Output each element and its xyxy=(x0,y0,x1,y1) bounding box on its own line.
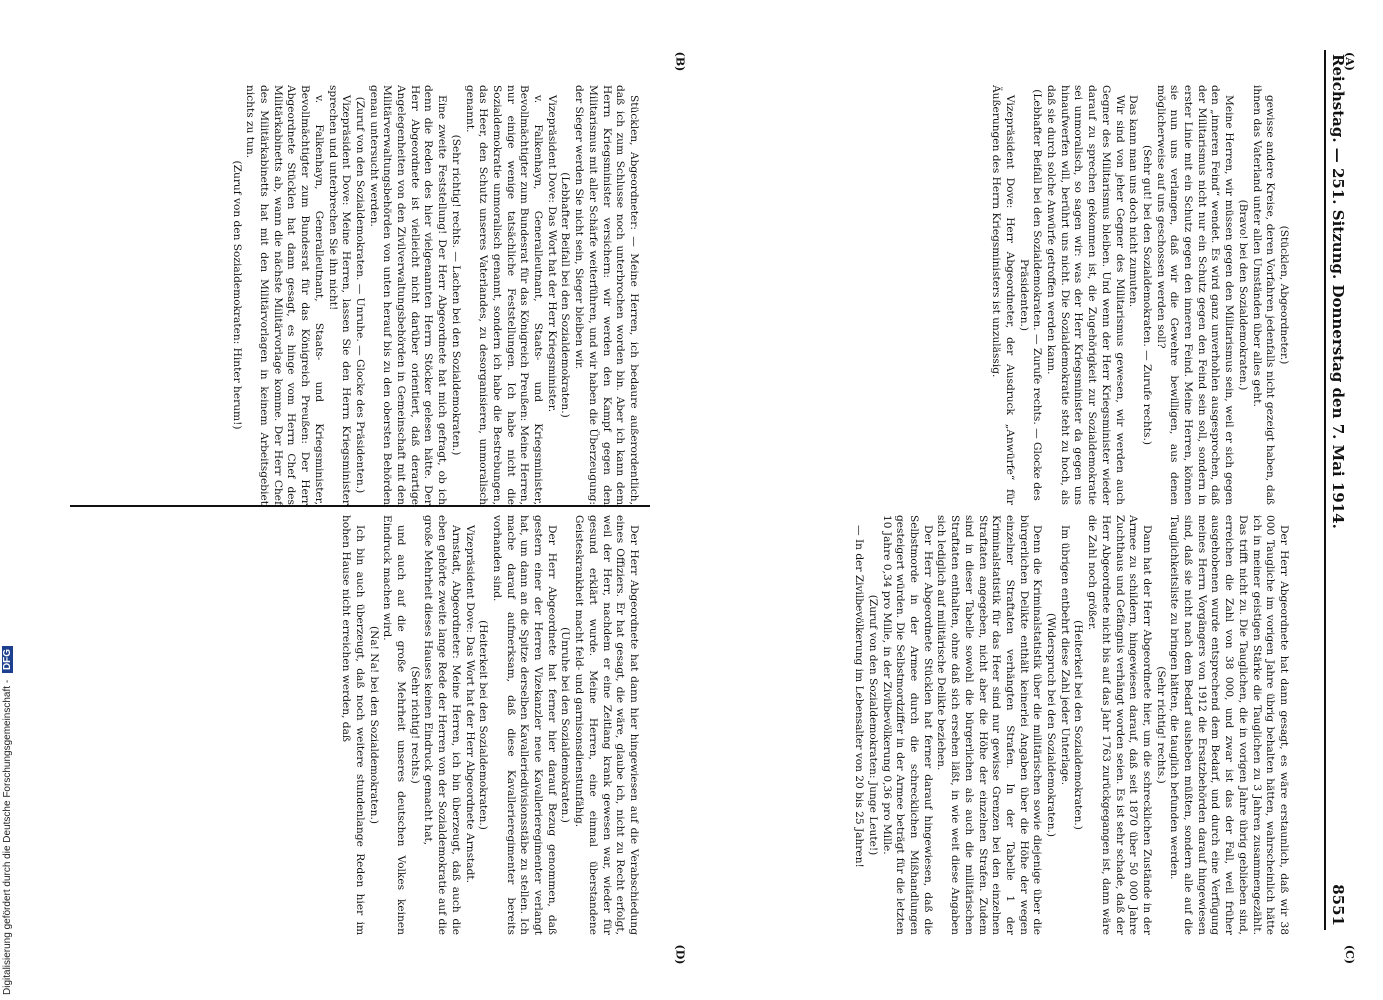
paragraph: (Sehr richtig! rechts.) xyxy=(1154,666,1167,784)
paragraph: Vizepräsident Dove: Herr Abgeordneter, der Ausdruck „Anwürfe“ für Äußerungen des Herrn Kriegsministers ist unzulässig. xyxy=(990,85,1016,505)
paragraph: (Zuruf von den Sozialdemokraten: Hinter herum!) xyxy=(230,160,243,430)
paragraph: Vizepräsident Dove: Das Wort hat der Herr Abgeordnete Arnstadt. xyxy=(463,525,476,883)
paragraph: Der Herr Abgeordnete Stücklen hat ferner darauf hingewiesen, daß die Selbstmorde in der Armee durch die schrecklichen Mißhandlungen gesteigert würden. Die Selbstmordziffer in der Armee beträgt für die letzten 10 Jahre 0,34 pro Mille, in der Zivilbevölkerung 0,36 pro Mille. xyxy=(880,515,934,935)
page-header xyxy=(1324,50,1350,930)
paragraph: v. Falkenhayn, Generalleutnant, Staats- und Kriegsminister, Bevollmächtigter zum Bundesrat für das Königreich Preußen: Der Herr Abgeordnete Stücklen hat dann gesagt, es hinge vom Herrn Chef des Militärkabinetts ab, wann die nächste Militärvorlage komme. Der Herr Chef des Militärkabinetts hat mit den Militärvorlagen in keinem Arbeitsgebiet nichts zu tun. xyxy=(244,85,325,505)
paragraph: Wir sind von jeher Gegner des Militarismus gewesen, wir werden auch Gegner des Militarismus bleiben. Und wenn der Herr Kriegsminister wieder darauf zu sprechen gekommen ist, die Zugehörigkeit zur Sozialdemokratie sei unmoralisch, so sagen wir: was der Herr Kriegsminister da gegen uns hinaufwerfen will, berührt uns nicht. Die Sozialdemokratie steht zu hoch, als daß sie durch solche Anwürfe getroffen werden kann. xyxy=(1045,85,1126,505)
paragraph: (Zuruf von den Sozialdemokraten. — Unruhe. — Glocke des Präsidenten.) xyxy=(353,96,366,494)
paragraph: (Sehr richtig! rechts.) xyxy=(408,666,421,784)
paragraph: (Sehr richtig! rechts. — Lachen bei den Sozialdemokraten.) xyxy=(449,134,462,456)
running-head: Reichstag. — 251. Sitzung. Donnerstag den 7. Mai 1914. xyxy=(1329,54,1347,529)
paragraph: und auch auf die große Mehrheit unseres deutschen Volkes keinen Eindruck machen wird. xyxy=(381,515,408,935)
credit-text: Digitalisierung gefördert durch die Deutsche Forschungsgemeinschaft - xyxy=(2,679,13,995)
column-right-top xyxy=(852,515,1291,935)
paragraph: Vizepräsident Dove: Meine Herren, lassen Sie den Herrn Kriegsminister sprechen und unterbrechen Sie ihn nicht! xyxy=(326,85,353,505)
paragraph: (Widerspruch bei den Sozialdemokraten.) xyxy=(1045,612,1058,838)
paragraph: Stücklen, Abgeordneter: — Meine Herren, ich bedaure außerordentlich, daß ich zum Schlusse noch unterbrochen worden bin. Aber ich kann dem Herrn Kriegsminister versichern: wir werden den Kampf gegen den Militarismus mit aller Schärfe weiterführen, und wir haben die Überzeugung: der Sieger werden Sie nicht sein, Sieger bleiben wir. xyxy=(573,85,640,505)
paragraph: — In der Zivilbevölkerung im Lebensalter von 20 bis 25 Jahren! xyxy=(853,525,866,868)
paragraph: Denn die Kriminalstatistik über die militärischen sowie diejenige über die bürgerlichen Delikte enthält keinerlei Angaben über die Höhe der wegen einzelner Straftaten verhängten Strafen. In der Tabelle 1 der Kriminalstatistik für das Heer sind nur gewisse Grenzen bei den einzelnen Straftaten angegeben, nicht aber die Höhe der einzelnen Strafen. Zudem sind in dieser Tabelle sowohl die bürgerlichen als auch die militärischen Straftaten enthalten, ohne daß sich ersehen läßt, in wie weit diese Angaben sich lediglich auf militärische Delikte beziehen. xyxy=(935,515,1044,935)
column-left-top xyxy=(989,85,1290,505)
column-divider xyxy=(70,505,650,507)
column-right-bottom xyxy=(339,515,640,935)
margin-marker-b: (B) xyxy=(673,51,687,72)
paragraph: Der Herr Abgeordnete hat ferner hier darauf Bezug genommen, daß gestern einer der Herren Vizekanzler neue Kavallerieregimenter verlangt hat, um dann an die Spitze derselben Kavalleriedivisionsstäbe zu stellen. Ich mache darauf aufmerksam, daß diese Kavallerieregimenter bereits vorhanden sind. xyxy=(490,515,558,935)
paragraph: Der Herr Abgeordnete hat dann hier hingewiesen auf die Verabschiedung eines Offiziers. Er hat gesagt, die wäre, glaube ich, nicht zu Recht erfolgt, weil der Herr, nachdem er eine Zeitlang krank gewesen war, wieder für gesund erklärt wurde. Meine Herren, eine einmal überstandene Geisteskrankheit macht feld- und garnisonsdienstunfähig. xyxy=(573,515,640,935)
margin-marker-d: (D) xyxy=(673,944,687,965)
paragraph: Eine zweite Feststellung! Der Herr Abgeordnete hat mich gefragt, ob ich denn die Reden des hier vielgenannten Herrn Stöcker gelesen hätte. Der Herr Abgeordnete ist vielleicht nicht darüber orientiert, daß derartige Angelegenheiten von den Zivilverwaltungsbehörden in Gemeinschaft mit den Militärverwaltungsbehörden von unten herauf bis zu den obersten Behörden genau untersucht werden. xyxy=(367,85,449,505)
paragraph: (Heiterkeit bei den Sozialdemokraten.) xyxy=(1072,620,1085,830)
paragraph: (Sehr gut! bei den Sozialdemokraten. — Zurufe rechts.) xyxy=(1140,145,1153,445)
paragraph: v. Falkenhayn, Generalleutnant, Staats- und Kriegsminister, Bevollmächtigter zum Bundesrat für das Königreich Preußen: Meine Herren, nur einige wenige tatsächliche Feststellungen. Ich habe nicht die Sozialdemokratie unmoralisch genannt, sondern ich habe die Bestrebungen, das Heer, den Schutz unseres Vaterlandes, zu desorganisieren, unmoralisch genannt. xyxy=(463,85,545,505)
paragraph: (Lebhafter Beifall bei den Sozialdemokraten.) xyxy=(559,172,572,418)
paragraph: Das kann man uns doch nicht zumuten. xyxy=(1127,95,1140,308)
paragraph: Meine Herren, wir müssen gegen den Militarismus sein, weil er sich gegen den „inneren Feind“ wendet. Es wird ganz unverhohlen ausgesprochen, daß der Militarismus nicht nur ein Schutz gegen den Feind sein soll, sondern in erster Linie mit ein Schutz gegen den inneren Feind. Meine Herren, können sie nun uns verlangen, daß wir die Gewehre bewilligen, aus denen möglicherweise auf uns geschossen werden soll? xyxy=(1154,85,1236,505)
margin-marker-a: (A) xyxy=(1342,52,1356,71)
paragraph: (Bravo! bei den Sozialdemokraten.) xyxy=(1236,199,1249,391)
paragraph: (Lebhafter Beifall bei den Sozialdemokraten. — Zurufe rechts. — Glocke des Präsidenten.) xyxy=(1017,89,1044,501)
paragraph: (Na! Na! bei den Sozialdemokraten.) xyxy=(367,625,380,825)
paragraph: gewisse andere Kreise, deren Vorfahren jedenfalls nicht gezeigt haben, daß ihnen das Vaterland unter allen Umständen über alles geht. xyxy=(1250,85,1277,505)
paragraph: Vizepräsident Dove: Das Wort hat der Herr Kriegsminister. xyxy=(545,95,558,413)
paragraph: Im übrigen entbehrt diese Zahl jeder Unterlage. xyxy=(1058,525,1071,786)
paragraph: (Zuruf von den Sozialdemokraten: Junge Leute!) xyxy=(866,594,879,856)
dfg-logo: DFG xyxy=(2,646,13,673)
column-left-bottom xyxy=(229,85,640,505)
paragraph: Arnstadt, Abgeordneter: Meine Herren, ich bin überzeugt, daß auch die eben gehörte zweite lange Rede der Herren von der Sozialdemokratie auf die große Mehrheit dieses Hauses keinen Eindruck gemacht hat, xyxy=(422,515,462,935)
digitization-credit xyxy=(2,646,13,995)
paragraph: (Stücklen, Abgeordneter.) xyxy=(1278,225,1290,365)
paragraph: Der Herr Abgeordnete hat dann gesagt, es wäre erstaunlich, daß wir 38 000 Taugliche im vorigen Jahre übrig behalten hätten, wahrscheinlich hätte ich in meiner geistigen Stärke die Tauglichen zu 3 Jahren zusammengezählt. Das trifft nicht zu. Die Tauglichen, die in vorigen Jahre übrig geblieben sind, erreichen die Zahl von 38 000, und zwar ist das der Fall, weil früher ausgehobenen wurde entsprechend dem Bedarf, und durch eine Verfügung meines Herrn Vorgängers von 1912 die Ersatzbehörden darauf hingewiesen sind, daß sie nicht nach dem Bedarf ausheben müßten, sondern alle auf die Tauglichkeitsliste zu bringen hätten, die tauglich befunden werden. xyxy=(1168,515,1290,935)
margin-marker-c: (C) xyxy=(1343,944,1357,965)
paragraph: Dann hat der Herr Abgeordnete hier, um die schrecklichen Zustände in der Armee zu schildern, hingewiesen darauf, daß seit 1870 über 50 000 Jahre Zuchthaus und Gefängnis verhängt worden seien. Es ist sehr schade, daß der Herr Abgeordnete nicht bis auf das Jahr 1763 zurückgegangen ist, dann wäre die Zahl noch größer. xyxy=(1086,515,1153,935)
paragraph: (Unruhe bei den Sozialdemokraten.) xyxy=(559,627,572,823)
paragraph: (Heiterkeit bei den Sozialdemokraten.) xyxy=(477,620,490,830)
paragraph: Ich bin auch überzeugt, daß noch weitere stundenlange Reden hier im hohen Hause nicht erreichen werden, daß xyxy=(340,515,366,935)
page-number: 8551 xyxy=(1329,884,1347,926)
